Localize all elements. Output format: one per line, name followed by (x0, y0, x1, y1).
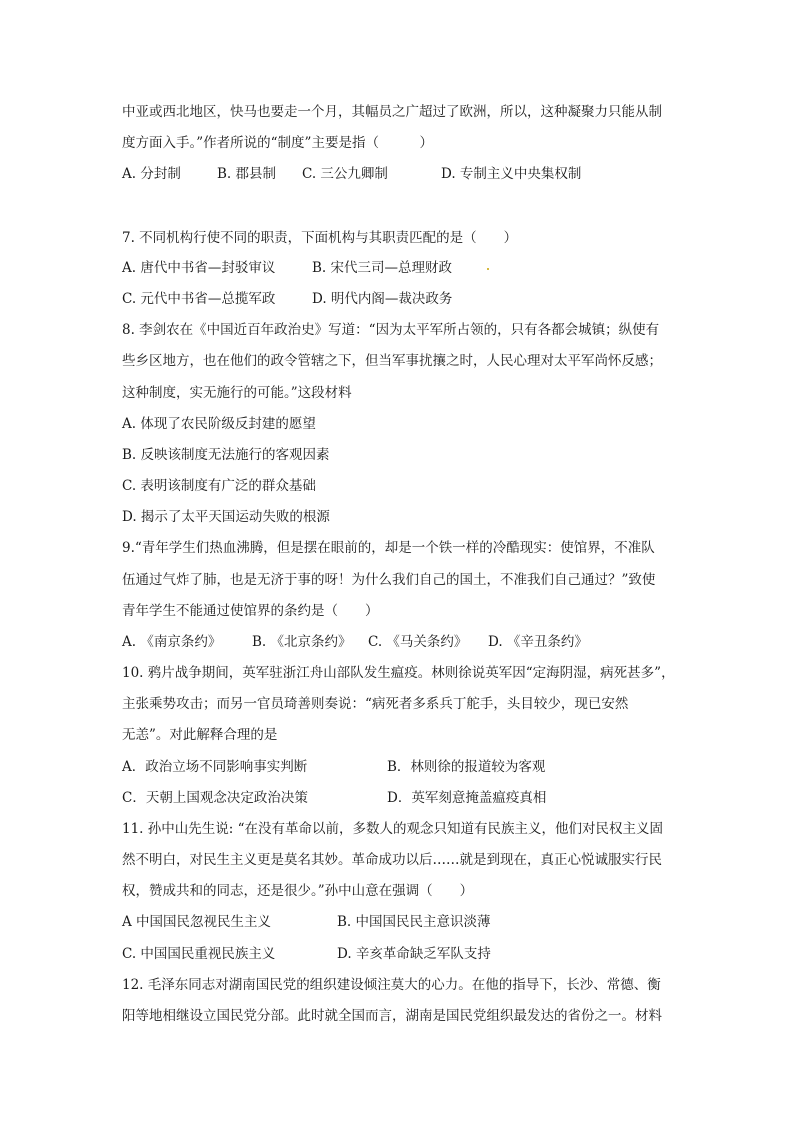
q7-stem: 7. 不同机构行使不同的职责，下面机构与其职责匹配的是（ ） (122, 230, 518, 246)
q8-stem-line-3: 这种制度，实无施行的可能。”这段材料 (122, 385, 352, 401)
q7-option-a: A. 唐代中书省—封驳审议 (122, 260, 276, 276)
q12-stem-line-1: 12. 毛泽东同志对湖南国民党的组织建设倾注莫大的心力。在他的指导下，长沙、常德、衡 (122, 977, 661, 993)
q8-option-c: C. 表明该制度有广泛的群众基础 (122, 478, 316, 494)
stray-mark (487, 268, 489, 270)
q10-stem-line-2: 主张乘势攻击；而另一官员琦善则奏说：“病死者多系兵丁舵手，头目较少，现已安然 (122, 696, 629, 712)
q11-option-c: C. 中国国民重视民族主义 (122, 946, 276, 962)
q11-option-b: B. 中国国民民主意识淡薄 (337, 914, 491, 930)
q6-stem-line-1: 中亚或西北地区，快马也要走一个月，其幅员之广超过了欧洲，所以，这种凝聚力只能从制 (122, 104, 662, 120)
q11-option-a: A 中国国民忽视民生主义 (122, 914, 272, 930)
q11-stem-line-3: 权，赞成共和的同志，还是很少。”孙中山意在强调（ ） (122, 883, 474, 899)
q9-stem-line-1: 9.“青年学生们热血沸腾，但是摆在眼前的，却是一个铁一样的冷酷现实：使馆界，不准队 (122, 540, 655, 556)
q9-option-d: D. 《辛丑条约》 (488, 634, 588, 650)
q9-option-a: A. 《南京条约》 (122, 634, 222, 650)
q9-option-b: B. 《北京条约》 (252, 634, 352, 650)
q7-option-b: B. 宋代三司—总理财政 (312, 260, 453, 276)
q7-option-c: C. 元代中书省—总揽军政 (122, 291, 276, 307)
q8-option-a: A. 体现了农民阶级反封建的愿望 (122, 416, 316, 432)
q8-stem-line-2: 些乡区地方，也在他们的政令管辖之下，但当军事扰攘之时，人民心理对太平军尚怀反感； (122, 353, 662, 369)
q6-option-a: A. 分封制 (122, 166, 181, 182)
q7-option-d: D. 明代内阁—裁决政务 (312, 291, 453, 307)
q8-stem-line-1: 8. 李剑农在《中国近百年政治史》写道：“因为太平军所占领的，只有各都会城镇；纵使有 (122, 322, 660, 338)
q6-option-c: C. 三公九卿制 (302, 166, 388, 182)
q10-option-c: C．天朝上国观念决定政治决策 (122, 790, 308, 806)
q10-option-b: B．林则徐的报道较为客观 (387, 759, 546, 775)
q10-stem-line-3: 无恙”。对此解释合理的是 (122, 727, 278, 743)
q9-stem-line-3: 青年学生不能通过使馆界的条约是（ ） (122, 603, 379, 619)
q8-option-b: B. 反映该制度无法施行的客观因素 (122, 447, 330, 463)
q10-option-d: D．英军刻意掩盖瘟疫真相 (387, 790, 547, 806)
q11-option-d: D. 辛亥革命缺乏军队支持 (337, 946, 491, 962)
q6-stem-line-2: 度方面入手。”作者所说的“制度”主要是指（ ） (122, 135, 433, 151)
q12-stem-line-2: 阳等地相继设立国民党分部。此时就全国而言，湖南是国民党组织最发达的省份之一。材料 (122, 1008, 662, 1024)
q6-option-d: D. 专制主义中央集权制 (441, 166, 582, 182)
q11-stem-line-1: 11. 孙中山先生说: “在没有革命以前，多数人的观念只知道有民族主义，他们对民权主义固 (122, 821, 664, 837)
q11-stem-line-2: 然不明白，对民生主义更是莫名其妙。革命成功以后……就是到现在，真正心悦诚服实行民 (122, 852, 662, 868)
q10-stem-line-1: 10. 鸦片战争期间，英军驻浙江舟山部队发生瘟疫。林则徐说英军因“定海阴湿，病死甚多”， (122, 665, 675, 681)
q9-option-c: C. 《马关条约》 (368, 634, 468, 650)
q9-stem-line-2: 伍通过气炸了肺，也是无济于事的呀！为什么我们自己的国土，不准我们自己通过？”致使 (122, 572, 656, 588)
q10-option-a: A．政治立场不同影响事实判断 (122, 759, 308, 775)
q6-option-b: B. 郡县制 (217, 166, 277, 182)
q8-option-d: D. 揭示了太平天国运动失败的根源 (122, 509, 330, 525)
